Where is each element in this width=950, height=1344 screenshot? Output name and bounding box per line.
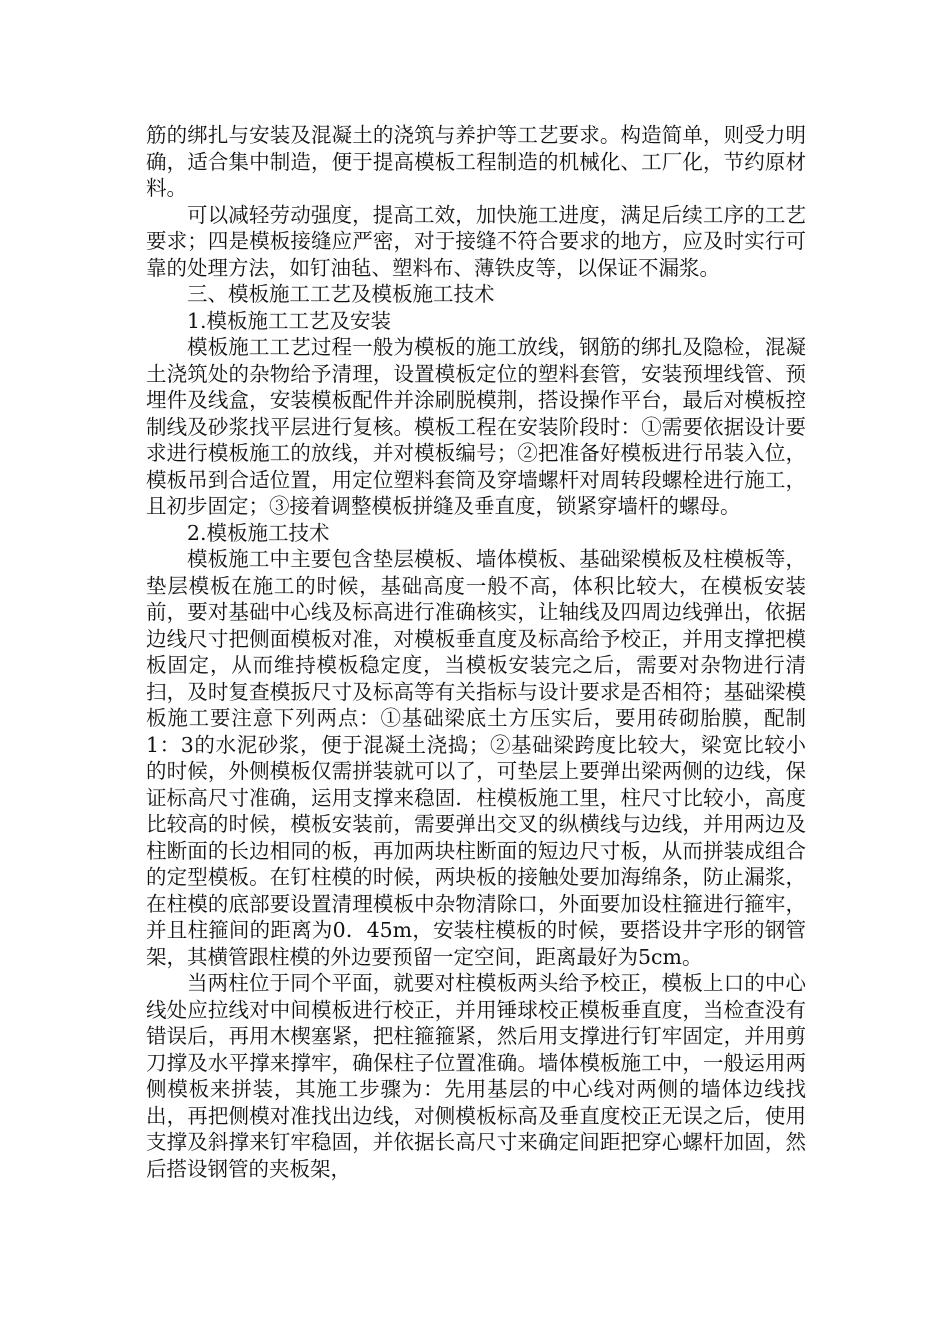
body-paragraph: 当两柱位于同个平面，就要对柱模板两头给予校正，模板上口的中心线处应拉线对中间模板进行校正，并用锤球校正模板垂直度，当检查没有错误后，再用木楔塞紧，把柱箍箍紧，然后用支撑进行钉牢固定，并用剪刀撑及水平撑来撑牢，确保柱子位置准确。墙体模板施工中，一般运用两侧模板来拼装，其施工步骤为：先用基层的中心线对两侧的墙体边线找出，再把侧模对准找出边线，对侧模板标高及垂直度校正无误之后，使用支撑及斜撑来钉牢稳固，并依据长高尺寸来确定间距把穿心螺杆加固，然后搭设钢管的夹板架， (146, 971, 806, 1181)
subsection-heading: 1.模板施工工艺及安装 (187, 308, 392, 333)
subsection-heading: 2.模板施工技术 (187, 520, 330, 545)
body-paragraph: 模板施工工艺过程一般为模板的施工放线，钢筋的绑扎及隐检，混凝土浇筑处的杂物给予清理，设置模板定位的塑料套管，安装预埋线管、预埋件及线盒，安装模板配件并涂刷脱模荆，搭设操作平台，最后对模板控制线及砂浆找平层进行复核。模板工程在安装阶段时：①需要依据设计要求进行模板施工的放线，并对模板编号；②把准备好模板进行吊装入位，模板吊到合适位置，用定位塑料套筒及穿墙螺杆对周转段螺栓进行施工，且初步固定；③接着调整模板拼缝及垂直度，锁紧穿墙杆的螺母。 (146, 335, 806, 518)
section-heading: 三、模板施工工艺及模板施工技术 (187, 282, 495, 306)
body-paragraph: 模板施工中主要包含垫层模板、墙体模板、基础梁模板及柱模板等，垫层模板在施工的时候，基础高度一般不高，体积比较大，在模板安装前，要对基础中心线及标高进行准确核实，让轴线及四周边线弹出，依据边线尺寸把侧面模板对准，对模板垂直度及标高给予校正，并用支撑把模板固定，从而维持模板稳定度，当模板安装完之后，需要对杂物进行清扫，及时复查模扳尺寸及标高等有关指标与设计要求是否相符；基础梁模板施工要注意下列两点：①基础梁底土方压实后，要用砖砌胎膜，配制1：3的水泥砂浆，便于混凝土浇捣；②基础梁跨度比较大，梁宽比较小的时候，外侧模板仅需拼装就可以了，可垫层上要弹出梁两侧的边线，保证标高尺寸准确，运用支撑来稳固．柱模板施工里，柱尺寸比较小，高度比较高的时候，模板安装前，需要弹出交叉的纵横线与边线，并用两边及柱断面的长边相同的板，再加两块柱断面的短边尺寸板，从而拼装成组合的定型模板。在钉柱模的时候，两块板的接触处要加海绵条，防止漏浆，在柱模的底部要设置清理模板中杂物清除口，外面要加设柱箍进行箍牢，并且柱箍间的距离为0．45m，安装柱模板的时候，要搭设井字形的钢管架，其横管跟柱模的外边要预留一定空间，距离最好为5cm。 (146, 547, 806, 969)
body-paragraph: 可以减轻劳动强度，提高工效，加快施工进度，满足后续工序的工艺要求；四是模板接缝应严密，对于接缝不符合要求的地方，应及时实行可靠的处理方法，如钉油毡、塑料布、薄铁皮等，以保证不漏浆。 (146, 202, 806, 280)
document-body (146, 122, 806, 1182)
body-paragraph: 筋的绑扎与安装及混凝土的浇筑与养护等工艺要求。构造简单，则受力明确，适合集中制造，便于提高模板工程制造的机械化、工厂化，节约原材料。 (146, 123, 806, 200)
